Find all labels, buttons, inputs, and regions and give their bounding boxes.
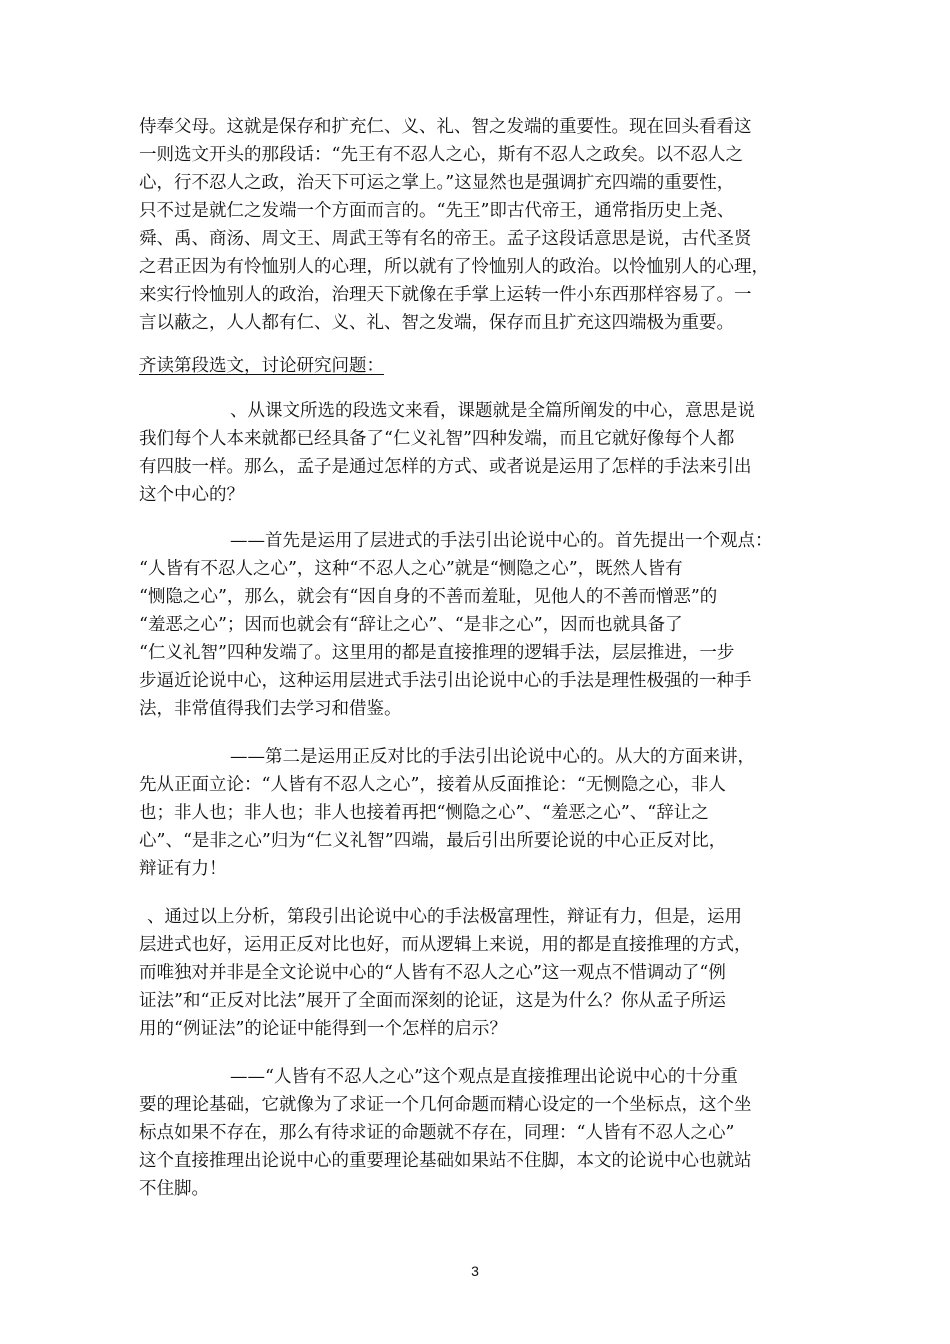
paragraph-line: ——第二是运用正反对比的手法引出论说中心的。从大的方面来讲， xyxy=(230,747,755,767)
paragraph-line: 有四肢一样。那么，孟子是通过怎样的方式、或者说是运用了怎样的手法来引出 xyxy=(139,457,752,477)
paragraph-line: 证法”和“正反对比法”展开了全面而深刻的论证，这是为什么？你从孟子所运 xyxy=(139,991,726,1011)
paragraph-line: 心，行不忍人之政，治天下可运之掌上。”这显然也是强调扩充四端的重要性， xyxy=(139,173,735,193)
paragraph-line: 舜、禹、商汤、周文王、周武王等有名的帝王。孟子这段话意思是说，古代圣贤 xyxy=(139,229,752,249)
paragraph-line: 要的理论基础，它就像为了求证一个几何命题而精心设定的一个坐标点，这个坐 xyxy=(139,1095,752,1115)
paragraph-line: “仁义礼智”四种发端了。这里用的都是直接推理的逻辑手法，层层推进，一步 xyxy=(139,643,735,663)
paragraph-line: 也；非人也；非人也；非人也接着再把“恻隐之心”、“羞恶之心”、“辞让之 xyxy=(139,803,709,823)
paragraph-line: 来实行怜恤别人的政治，治理天下就像在手掌上运转一件小东西那样容易了。一 xyxy=(139,285,752,305)
paragraph-line: 而唯独对并非是全文论说中心的“人皆有不忍人之心”这一观点不惜调动了“例 xyxy=(139,963,726,983)
paragraph-line: 我们每个人本来就都已经具备了“仁义礼智”四种发端，而且它就好像每个人都 xyxy=(139,429,735,449)
paragraph-line: “羞恶之心”；因而也就会有“辞让之心”、“是非之心”，因而也就具备了 xyxy=(139,615,683,635)
paragraph-line: 这个中心的？ xyxy=(139,485,244,505)
paragraph-line: 只不过是就仁之发端一个方面而言的。“先王”即古代帝王，通常指历史上尧、 xyxy=(139,201,735,221)
paragraph-line: 步逼近论说中心，这种运用层进式手法引出论说中心的手法是理性极强的一种手 xyxy=(139,671,752,691)
paragraph-line: 辩证有力！ xyxy=(139,859,227,879)
paragraph-line: “人皆有不忍人之心”，这种“不忍人之心”就是“恻隐之心”，既然人皆有 xyxy=(139,559,683,579)
paragraph-line: 、通过以上分析，第段引出论说中心的手法极富理性，辩证有力，但是，运用 xyxy=(147,907,742,927)
paragraph-line: 之君正因为有怜恤别人的心理，所以就有了怜恤别人的政治。以怜恤别人的心理， xyxy=(139,257,769,277)
paragraph-line: 用的“例证法”的论证中能得到一个怎样的启示？ xyxy=(139,1019,507,1039)
paragraph-line: 侍奉父母。这就是保存和扩充仁、义、礼、智之发端的重要性。现在回头看看这 xyxy=(139,117,752,137)
paragraph-line: 不住脚。 xyxy=(139,1179,209,1199)
paragraph-line: 一则选文开头的那段话：“先王有不忍人之心，斯有不忍人之政矣。以不忍人之 xyxy=(139,145,743,165)
paragraph-line: ——“人皆有不忍人之心”这个观点是直接推理出论说中心的十分重 xyxy=(230,1067,738,1087)
paragraph-line: 标点如果不存在，那么有待求证的命题就不存在，同理：“人皆有不忍人之心” xyxy=(139,1123,735,1143)
page-number: 3 xyxy=(471,1263,479,1279)
paragraph-line: 层进式也好，运用正反对比也好，而从逻辑上来说，用的都是直接推理的方式， xyxy=(139,935,752,955)
paragraph-line: 、从课文所选的段选文来看，课题就是全篇所阐发的中心，意思是说 xyxy=(230,401,755,421)
paragraph-line: 心”、“是非之心”归为“仁义礼智”四端，最后引出所要论说的中心正反对比， xyxy=(139,831,727,851)
paragraph-line: ——首先是运用了层进式的手法引出论说中心的。首先提出一个观点： xyxy=(230,531,773,551)
paragraph-line: “恻隐之心”，那么，就会有“因自身的不善而羞耻，见他人的不善而憎恶”的 xyxy=(139,587,718,607)
paragraph-line: 这个直接推理出论说中心的重要理论基础如果站不住脚，本文的论说中心也就站 xyxy=(139,1151,752,1171)
paragraph-line: 言以蔽之，人人都有仁、义、礼、智之发端，保存而且扩充这四端极为重要。 xyxy=(139,313,734,333)
section-heading: 齐读第段选文，讨论研究问题： xyxy=(139,356,384,376)
paragraph-line: 法，非常值得我们去学习和借鉴。 xyxy=(139,699,402,719)
paragraph-line: 先从正面立论：“人皆有不忍人之心”，接着从反面推论：“无恻隐之心，非人 xyxy=(139,775,726,795)
